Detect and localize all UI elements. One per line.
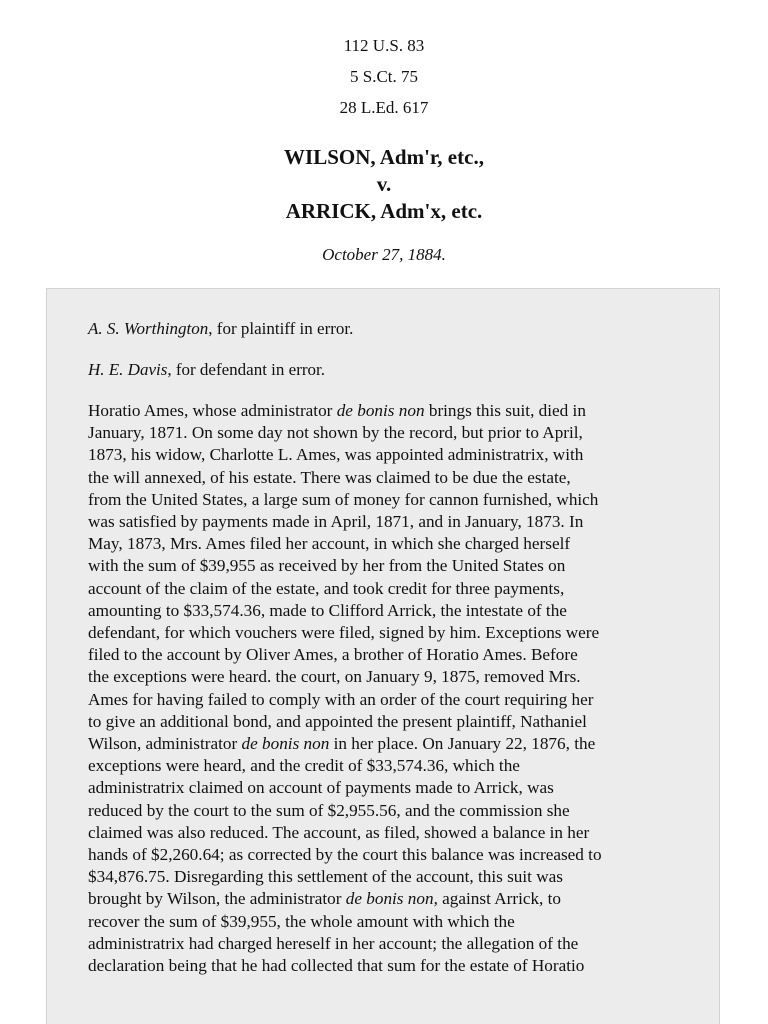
opinion-text: from the United States, a large sum of money for cannon furnished, which (88, 489, 599, 509)
opinion-text: the exceptions were heard. the court, on January 9, 1875, removed Mrs. (88, 667, 581, 687)
counsel-defendant-role: , for defendant in error. (167, 360, 325, 379)
opinion-panel (46, 288, 720, 1024)
case-citations (0, 34, 768, 127)
case-title-defendant: ARRICK, Adm'x, etc. (285, 199, 483, 223)
opinion-text: in her place. On January 22, 1876, the (329, 734, 596, 754)
case-title-plaintiff: WILSON, Adm'r, etc., (284, 145, 484, 169)
opinion-line (88, 955, 688, 977)
opinion-line (88, 711, 688, 733)
citation-lawyers-edition: 28 L.Ed. 617 (339, 98, 429, 117)
opinion-line (88, 511, 688, 533)
opinion-italic-term: de bonis non (345, 889, 434, 909)
counsel-defendant-name: H. E. Davis (88, 360, 168, 379)
opinion-text: administratrix claimed on account of payments made to Arrick, was (88, 778, 554, 798)
opinion-line (88, 800, 688, 822)
opinion-text: January, 1871. On some day not shown by the record, but prior to April, (88, 423, 583, 443)
opinion-text: filed to the account by Oliver Ames, a brother of Horatio Ames. Before (88, 645, 578, 665)
opinion-text: with the sum of $39,955 as received by her from the United States on (88, 556, 566, 576)
opinion-text: claimed was also reduced. The account, as filed, showed a balance in her (88, 822, 590, 842)
opinion-text: administratrix had charged hereself in her account; the allegation of the (88, 933, 579, 953)
opinion-text: was satisfied by payments made in April, 1871, and in January, 1873. In (88, 512, 584, 532)
opinion-text: declaration being that he had collected that sum for the estate of Horatio (88, 956, 585, 976)
opinion-text: to give an additional bond, and appointed the present plaintiff, Nathaniel (88, 711, 587, 731)
opinion-text: , against Arrick, to (433, 889, 562, 909)
citation-us-reports: 112 U.S. 83 (343, 36, 425, 55)
opinion-line (88, 733, 688, 755)
opinion-text: account of the claim of the estate, and took credit for three payments, (88, 578, 565, 598)
opinion-italic-term: de bonis non (336, 401, 425, 420)
opinion-line (88, 866, 688, 888)
opinion-line (88, 578, 688, 600)
decision-date: October 27, 1884. (322, 245, 446, 264)
opinion-line (88, 555, 688, 577)
opinion-text: defendant, for which vouchers were filed, signed by him. Exceptions were (88, 623, 600, 643)
opinion-body (88, 400, 688, 977)
opinion-text: the will annexed, of his estate. There was claimed to be due the estate, (88, 467, 571, 487)
opinion-line (88, 600, 688, 622)
opinion-line (88, 666, 688, 688)
citation-supreme-court-reporter: 5 S.Ct. 75 (349, 67, 419, 86)
opinion-text: brought by Wilson, the administrator (88, 889, 346, 909)
opinion-line (88, 777, 688, 799)
counsel-plaintiff-role: , for plaintiff in error. (208, 319, 354, 338)
opinion-text: Wilson, administrator (88, 734, 242, 754)
opinion-text: Horatio Ames, whose administrator (88, 401, 337, 420)
counsel-defendant (88, 359, 325, 381)
opinion-line (88, 444, 688, 466)
opinion-text: recover the sum of $39,955, the whole amount with which the (88, 911, 515, 931)
opinion-line (88, 911, 688, 933)
opinion-line (88, 467, 688, 489)
opinion-line (88, 888, 688, 910)
opinion-line (88, 422, 688, 444)
opinion-line (88, 622, 688, 644)
opinion-line (88, 755, 688, 777)
opinion-text: Ames for having failed to comply with an order of the court requiring her (88, 689, 594, 709)
opinion-line (88, 644, 688, 666)
opinion-line (88, 489, 688, 511)
opinion-text: exceptions were heard, and the credit of $33,574.36, which the (88, 756, 520, 776)
opinion-italic-term: de bonis non (241, 734, 330, 754)
opinion-line (88, 689, 688, 711)
opinion-line (88, 822, 688, 844)
opinion-line (88, 844, 688, 866)
opinion-text: 1873, his widow, Charlotte L. Ames, was appointed administratrix, with (88, 445, 584, 465)
opinion-text: reduced by the court to the sum of $2,955.56, and the commission she (88, 800, 570, 820)
counsel-plaintiff-name: A. S. Worthington (88, 319, 209, 338)
opinion-text: May, 1873, Mrs. Ames filed her account, in which she charged herself (88, 534, 571, 554)
case-title-versus: v. (376, 172, 392, 196)
opinion-text: hands of $2,260.64; as corrected by the court this balance was increased to (88, 845, 602, 865)
opinion-text: amounting to $33,574.36, made to Clifford Arrick, the intestate of the (88, 600, 567, 620)
opinion-text: brings this suit, died in (424, 401, 586, 420)
opinion-line (88, 933, 688, 955)
opinion-line (88, 533, 688, 555)
opinion-line (88, 400, 688, 422)
case-title (0, 144, 768, 225)
counsel-plaintiff (88, 318, 353, 340)
opinion-text: $34,876.75. Disregarding this settlement of the account, this suit was (88, 867, 563, 887)
